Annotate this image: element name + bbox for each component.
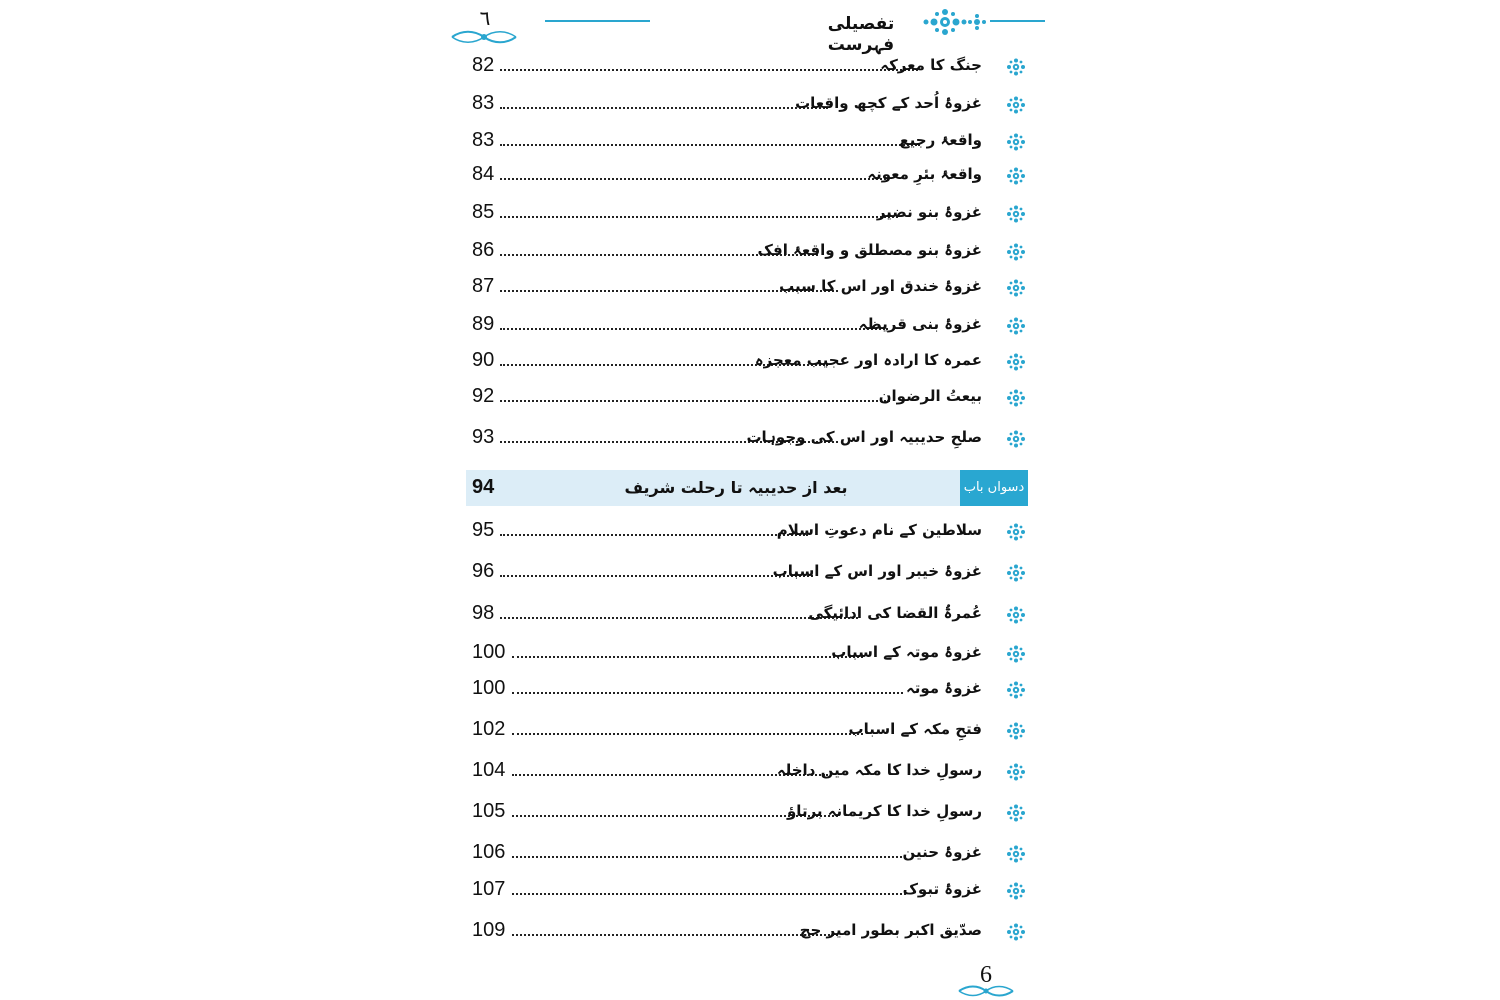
toc-entry-title: صدّیق اکبر بطور امیر حج	[799, 921, 982, 939]
toc-entry[interactable]	[470, 600, 1030, 634]
bullet-flower-icon	[1006, 317, 1026, 339]
toc-leader-dots	[500, 216, 898, 218]
bullet-flower-icon	[1006, 430, 1026, 452]
page-title: تفصیلی فہرست	[827, 14, 895, 55]
toc-entry[interactable]	[470, 876, 1030, 910]
bullet-flower-icon	[1006, 763, 1026, 785]
toc-entry-title: غزوۂ موتہ	[905, 679, 982, 697]
bullet-flower-icon	[1006, 167, 1026, 189]
bullet-flower-icon	[1006, 845, 1026, 867]
toc-entry-title: واقعۂ بئرِ معونہ	[867, 165, 982, 183]
toc-entry-page: 84	[472, 163, 495, 185]
bullet-flower-icon	[1006, 606, 1026, 628]
bullet-flower-icon	[1006, 96, 1026, 118]
toc-entry[interactable]	[470, 424, 1030, 458]
toc-entry-page: 85	[472, 201, 495, 223]
toc-leader-dots	[512, 856, 906, 858]
header-page-number: ٦	[479, 6, 491, 30]
bullet-flower-icon	[1006, 564, 1026, 586]
toc-leader-dots	[500, 178, 886, 180]
toc-entry-title: عُمرۃُ القضا کی ادائیگی	[808, 604, 982, 622]
toc-entry-page: 109	[472, 919, 506, 941]
toc-entry-page: 90	[472, 349, 495, 371]
toc-entry-title: فتحِ مکہ کے اسباب	[848, 720, 982, 738]
bullet-flower-icon	[1006, 389, 1026, 411]
toc-entry[interactable]	[470, 716, 1030, 750]
toc-entry-title: جنگ کا معرکہ	[880, 56, 982, 74]
toc-entry-title: عمرہ کا ارادہ اور عجیب معجزہ	[754, 351, 982, 369]
toc-leader-dots	[500, 575, 813, 577]
bullet-flower-icon	[1006, 804, 1026, 826]
toc-entry-page: 83	[472, 92, 495, 114]
toc-entry-page: 107	[472, 878, 506, 900]
bullet-flower-icon	[1006, 681, 1026, 703]
toc-entry-title: رسولِ خدا کا مکہ میں داخلہ	[776, 761, 982, 779]
toc-entry[interactable]	[470, 639, 1030, 673]
toc-entry-page: 102	[472, 718, 506, 740]
header-rule-left	[545, 20, 650, 22]
header-flourish-icon	[922, 8, 968, 36]
chapter-page-number: 94	[472, 476, 495, 498]
toc-entry-title: غزوۂ حنین	[902, 843, 982, 861]
toc-leader-dots	[512, 934, 838, 936]
toc-leader-dots	[500, 328, 888, 330]
toc-leader-dots	[500, 144, 920, 146]
toc-entry[interactable]	[470, 52, 1030, 86]
toc-entry[interactable]	[470, 383, 1030, 417]
toc-entry[interactable]	[470, 917, 1030, 951]
footer-page-number: 6	[980, 962, 992, 988]
header-rule-right	[990, 20, 1045, 22]
toc-entry-title: غزوۂ خندق اور اس کا سبب	[779, 277, 982, 295]
toc-entry-page: 100	[472, 641, 506, 663]
toc-leader-dots	[500, 534, 808, 536]
toc-entry-page: 92	[472, 385, 495, 407]
toc-entry-page: 87	[472, 275, 495, 297]
toc-entry[interactable]	[470, 161, 1030, 195]
toc-entry-title: صلحِ حدیبیہ اور اس کی وجوہات	[746, 428, 982, 446]
toc-leader-dots	[500, 400, 890, 402]
toc-entry[interactable]	[470, 517, 1030, 551]
toc-leader-dots	[500, 69, 918, 71]
toc-entry[interactable]	[470, 127, 1030, 161]
toc-entry[interactable]	[470, 237, 1030, 271]
bullet-flower-icon	[1006, 523, 1026, 545]
toc-entry-title: غزوۂ موتہ کے اسباب	[831, 643, 982, 661]
toc-entry-page: 104	[472, 759, 506, 781]
toc-entry-title: غزوۂ بنو مصطلق و واقعۂ افک	[757, 241, 982, 259]
toc-entry[interactable]	[470, 757, 1030, 791]
toc-entry-title: غزوۂ اُحد کے کچھ واقعات	[795, 94, 982, 112]
toc-entry-page: 105	[472, 800, 506, 822]
toc-entry-title: غزوۂ تبوک	[902, 880, 982, 898]
toc-entry-page: 82	[472, 54, 495, 76]
toc-entry-page: 83	[472, 129, 495, 151]
toc-entry[interactable]	[470, 199, 1030, 233]
toc-entry-page: 86	[472, 239, 495, 261]
toc-entry-page: 89	[472, 313, 495, 335]
toc-leader-dots	[512, 893, 906, 895]
toc-entry[interactable]	[470, 558, 1030, 592]
bullet-flower-icon	[1006, 882, 1026, 904]
footer-swirl-ornament	[956, 984, 1016, 998]
bullet-flower-icon	[1006, 205, 1026, 227]
toc-entry-title: غزوۂ بنی قریظہ	[858, 315, 982, 333]
bullet-flower-icon	[1006, 353, 1026, 375]
header-swirl-ornament	[448, 28, 520, 46]
chapter-badge: دسواں باب	[960, 470, 1028, 506]
toc-entry-page: 93	[472, 426, 495, 448]
toc-leader-dots	[512, 692, 903, 694]
toc-entry-title: غزوۂ خیبر اور اس کے اسباب	[772, 562, 982, 580]
toc-entry[interactable]	[470, 273, 1030, 307]
toc-entry-page: 100	[472, 677, 506, 699]
bullet-flower-icon	[1006, 133, 1026, 155]
toc-leader-dots	[512, 656, 863, 658]
toc-entry[interactable]	[470, 798, 1030, 832]
toc-entry[interactable]	[470, 347, 1030, 381]
toc-leader-dots	[500, 617, 858, 619]
toc-entry-title: سلاطین کے نام دعوتِ اسلام	[776, 521, 982, 539]
toc-entry-title: واقعۂ رجیع	[899, 131, 982, 149]
bullet-flower-icon	[1006, 58, 1026, 80]
toc-entry-title: رسولِ خدا کا کریمانہ برتاؤ	[786, 802, 982, 820]
toc-entry-title: غزوۂ بنو نضیر	[876, 203, 982, 221]
bullet-flower-icon	[1006, 722, 1026, 744]
toc-entry-page: 96	[472, 560, 495, 582]
bullet-flower-icon	[1006, 279, 1026, 301]
toc-leader-dots	[500, 107, 828, 109]
chapter-title: بعد از حدیبیہ تا رحلت شریف	[624, 478, 848, 497]
bullet-flower-icon	[1006, 645, 1026, 667]
toc-leader-dots	[512, 733, 863, 735]
toc-entry-page: 106	[472, 841, 506, 863]
toc-entry[interactable]	[470, 90, 1030, 124]
toc-entry-title: بیعتُ الرضوان	[878, 387, 982, 405]
toc-entry-page: 98	[472, 602, 495, 624]
toc-entry[interactable]	[470, 675, 1030, 709]
bullet-flower-icon	[1006, 243, 1026, 265]
header-star-icon	[968, 14, 986, 30]
toc-entry[interactable]	[470, 311, 1030, 345]
chapter-heading[interactable]	[466, 470, 1028, 506]
toc-entry-page: 95	[472, 519, 495, 541]
bullet-flower-icon	[1006, 923, 1026, 945]
toc-entry[interactable]	[470, 839, 1030, 873]
